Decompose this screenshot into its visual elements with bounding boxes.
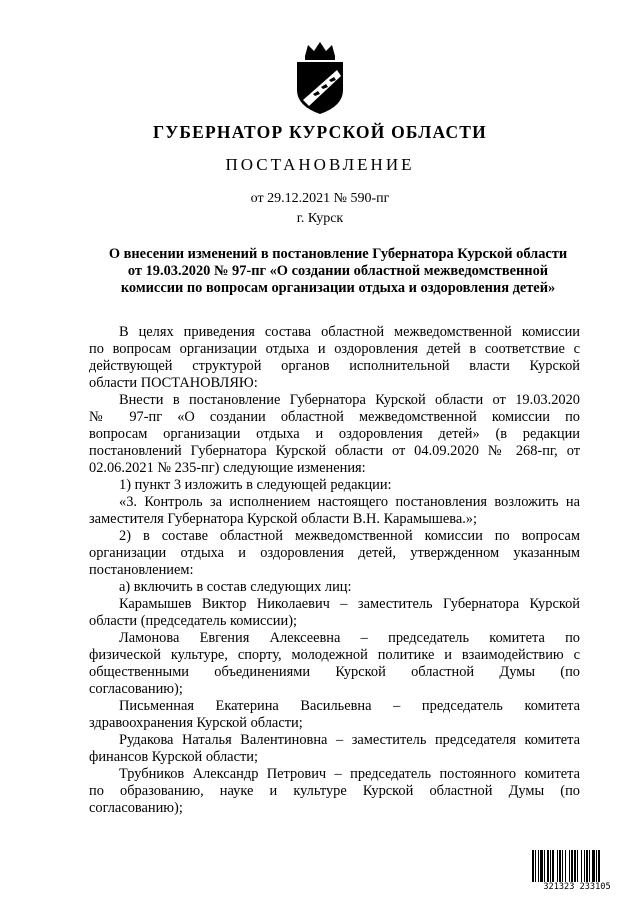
barcode-bar: [584, 850, 585, 882]
body-line: Письменная Екатерина Васильевна – председатель комитета: [119, 698, 580, 714]
body-line: по образованию, науке и культуре Курской областной Думы (по: [89, 783, 580, 799]
barcode-bar: [538, 850, 539, 882]
document-body: [89, 324, 580, 817]
body-line: Внести в постановление Губернатора Курской области от 19.03.2020: [119, 392, 580, 408]
body-line: по вопросам организации отдыха и оздоровления детей в соответствие с: [89, 341, 580, 357]
body-line: 02.06.2021 № 235-пг) следующие изменения:: [89, 460, 366, 476]
body-line: согласованию);: [89, 800, 183, 816]
body-line: № 97-пг «О создании областной межведомственной комиссии по: [89, 409, 580, 425]
barcode-bar: [586, 850, 588, 882]
body-line: Трубников Александр Петрович – председатель постоянного комитета: [119, 766, 580, 782]
body-line: постановлением:: [89, 562, 194, 578]
body-line: вопросам организации отдыха и оздоровления детей» (в редакции: [89, 426, 580, 442]
body-line: «3. Контроль за исполнением настоящего постановления возложить на: [119, 494, 580, 510]
body-line: 2) в составе областной межведомственной комиссии по вопросам: [119, 528, 580, 544]
body-line: действующей структурой органов исполнительной власти Курской: [89, 358, 580, 374]
body-line: Карамышев Виктор Николаевич – заместитель Губернатора Курской: [119, 596, 580, 612]
barcode-bar: [547, 850, 549, 882]
body-line: области (председатель комиссии);: [89, 613, 297, 629]
body-line: 1) пункт 3 изложить в следующей редакции:: [119, 477, 392, 493]
barcode-bar: [550, 850, 551, 882]
body-line: области ПОСТАНОВЛЯЮ:: [89, 375, 258, 391]
body-line: согласованию);: [89, 681, 183, 697]
barcode-bar: [544, 850, 545, 882]
body-line: общественными объединениями Курской областной Думы (по: [89, 664, 580, 680]
title-line: от 19.03.2020 № 97-пг «О создании областной межведомственной: [127, 263, 549, 279]
barcode-bar: [592, 850, 595, 882]
barcode-bar: [540, 850, 543, 882]
document-date-number: от 29.12.2021 № 590-пг: [250, 191, 390, 206]
barcode-bar: [562, 850, 563, 882]
body-line: В целях приведения состава областной межведомственной комиссии: [119, 324, 580, 340]
barcode-bar: [577, 850, 578, 882]
barcode-number: 321323 233105: [530, 882, 624, 892]
document-title: [84, 246, 592, 297]
barcode-bar: [532, 850, 534, 882]
kursk-coat-of-arms-icon: [291, 40, 349, 116]
body-line: физической культуре, спорту, молодежной политике и взаимодействию с: [89, 647, 580, 663]
document-type: ПОСТАНОВЛЕНИЕ: [225, 155, 415, 174]
body-line: здравоохранения Курской области;: [89, 715, 303, 731]
body-line: финансов Курской области;: [89, 749, 258, 765]
barcode-bar: [565, 850, 566, 882]
body-line: организации отдыха и оздоровления детей, утвержденном указанным: [89, 545, 580, 561]
barcode-bar: [574, 850, 576, 882]
issuing-authority: ГУБЕРНАТОР КУРСКОЙ ОБЛАСТИ: [153, 122, 487, 142]
document-city: г. Курск: [296, 211, 344, 226]
body-line: Рудакова Наталья Валентиновна – заместитель председателя комитета: [119, 732, 580, 748]
barcode-bar: [535, 850, 536, 882]
body-line: а) включить в состав следующих лиц:: [119, 579, 352, 595]
barcode-bar: [598, 850, 600, 882]
title-line: комиссии по вопросам организации отдыха и оздоровления детей»: [120, 280, 556, 296]
barcode-bar: [596, 850, 597, 882]
barcode-bar: [559, 850, 561, 882]
barcode-bar: [557, 850, 558, 882]
barcode-bar: [589, 850, 590, 882]
barcode-bar: [581, 850, 582, 882]
body-line: постановлений Губернатора Курской области от 04.09.2020 № 268-пг, от: [89, 443, 580, 459]
body-line: Ламонова Евгения Алексеевна – председатель комитета по: [119, 630, 580, 646]
barcode-bar: [552, 850, 554, 882]
barcode-bar: [571, 850, 573, 882]
barcode-bar: [569, 850, 570, 882]
body-line: заместителя Губернатора Курской области В.Н. Карамышева.»;: [89, 511, 477, 527]
title-line: О внесении изменений в постановление Губернатора Курской области: [108, 246, 568, 262]
